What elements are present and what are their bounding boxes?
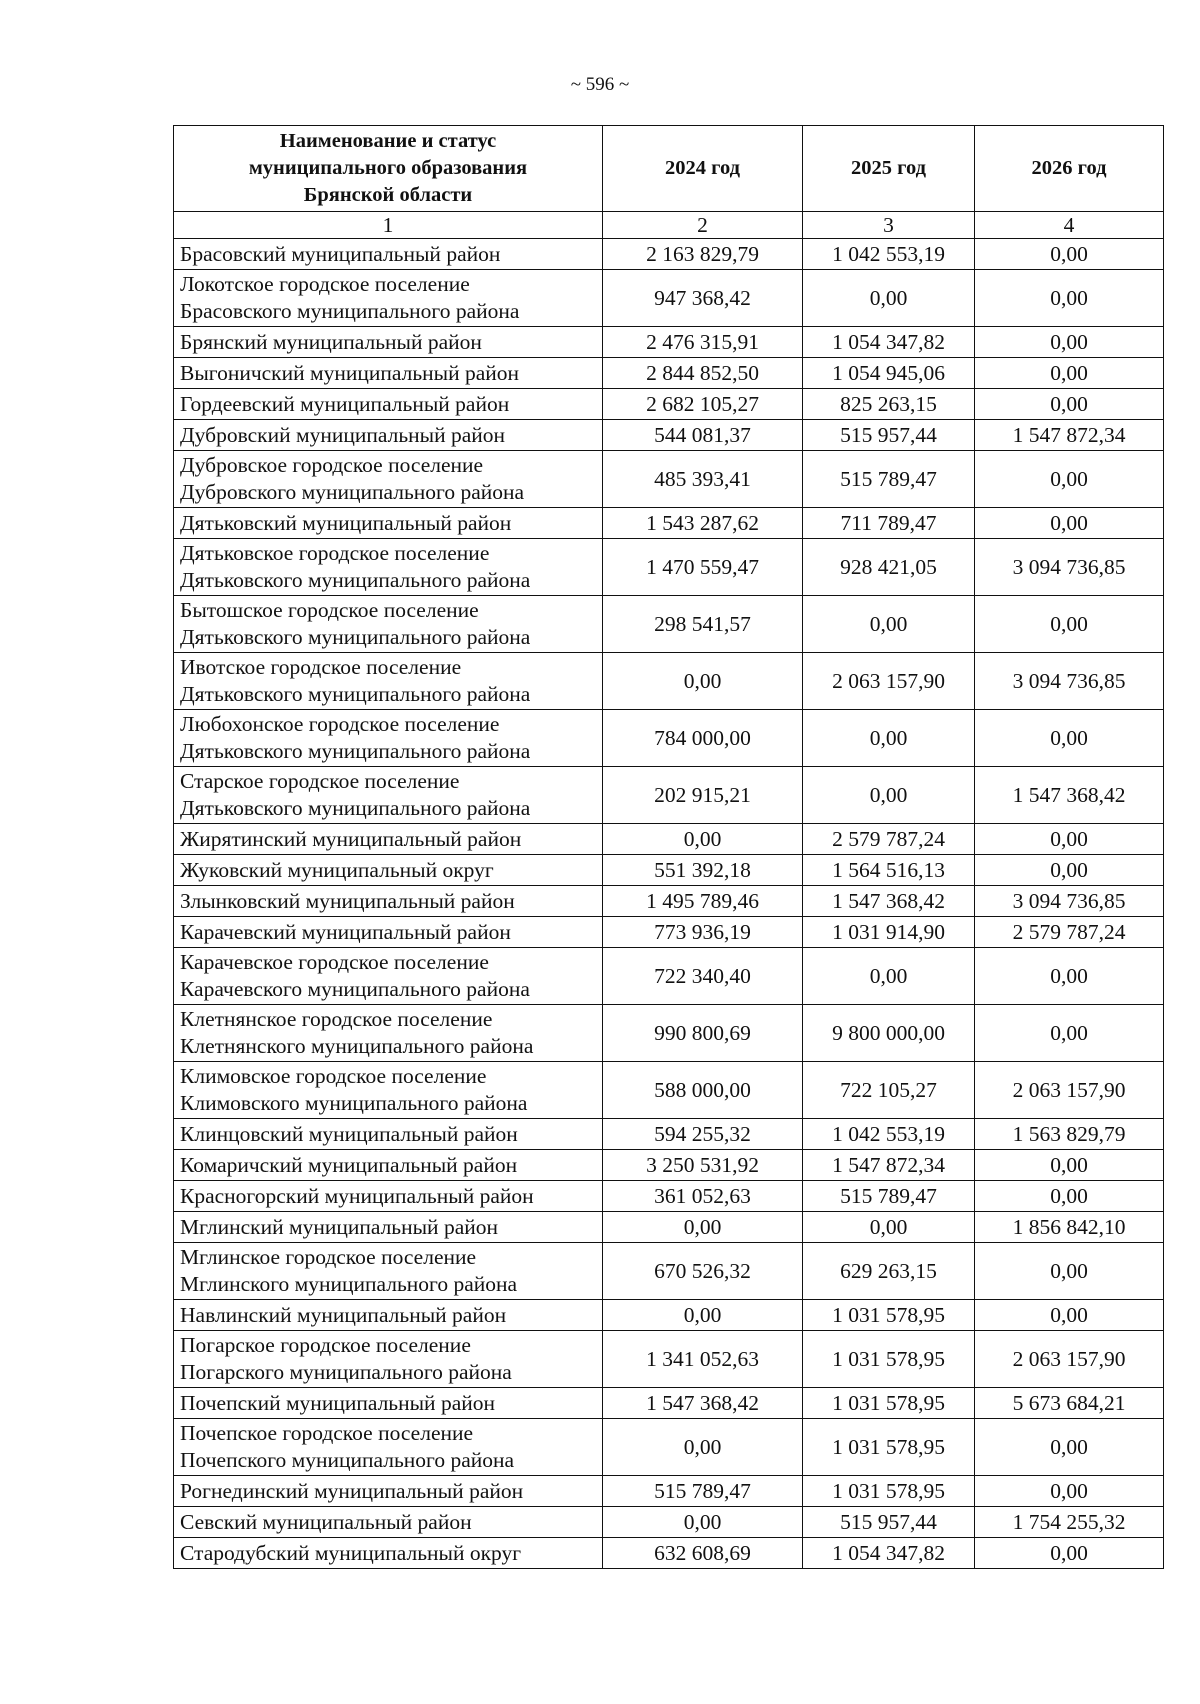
amount-2026: 1 563 829,79	[975, 1119, 1164, 1150]
amount-2025: 9 800 000,00	[803, 1005, 975, 1062]
table-row	[174, 1507, 1164, 1538]
amount-2025: 1 042 553,19	[803, 1119, 975, 1150]
municipality-name: Карачевский муниципальный район	[174, 917, 603, 948]
amount-2024: 594 255,32	[603, 1119, 803, 1150]
table-row	[174, 451, 1164, 508]
municipality-name: Погарское городское поселение Погарского муниципального района	[174, 1331, 603, 1388]
table-header-row	[174, 126, 1164, 212]
municipality-name: Жирятинский муниципальный район	[174, 824, 603, 855]
table-row	[174, 239, 1164, 270]
table-body	[174, 239, 1164, 1569]
column-number: 2	[603, 212, 803, 239]
amount-2025: 1 054 347,82	[803, 327, 975, 358]
amount-2026: 0,00	[975, 451, 1164, 508]
amount-2024: 0,00	[603, 653, 803, 710]
table-row	[174, 1331, 1164, 1388]
table-row	[174, 710, 1164, 767]
amount-2024: 990 800,69	[603, 1005, 803, 1062]
table-row	[174, 508, 1164, 539]
amount-2026: 0,00	[975, 1419, 1164, 1476]
amount-2025: 0,00	[803, 948, 975, 1005]
amount-2026: 0,00	[975, 1181, 1164, 1212]
amount-2025: 2 063 157,90	[803, 653, 975, 710]
amount-2024: 0,00	[603, 824, 803, 855]
amount-2025: 1 031 578,95	[803, 1300, 975, 1331]
municipality-name: Севский муниципальный район	[174, 1507, 603, 1538]
municipality-name: Дятьковский муниципальный район	[174, 508, 603, 539]
amount-2026: 0,00	[975, 508, 1164, 539]
amount-2024: 0,00	[603, 1419, 803, 1476]
municipality-name: Клетнянское городское поселение Клетнянского муниципального района	[174, 1005, 603, 1062]
municipality-name: Мглинский муниципальный район	[174, 1212, 603, 1243]
amount-2026: 0,00	[975, 1476, 1164, 1507]
amount-2024: 0,00	[603, 1300, 803, 1331]
amount-2024: 202 915,21	[603, 767, 803, 824]
amount-2025: 515 789,47	[803, 1181, 975, 1212]
table-row	[174, 886, 1164, 917]
table-row	[174, 1005, 1164, 1062]
table-row	[174, 389, 1164, 420]
table-row	[174, 1300, 1164, 1331]
amount-2025: 1 547 872,34	[803, 1150, 975, 1181]
municipality-name: Климовское городское поселение Климовского муниципального района	[174, 1062, 603, 1119]
municipality-name: Карачевское городское поселение Карачевского муниципального района	[174, 948, 603, 1005]
amount-2024: 1 470 559,47	[603, 539, 803, 596]
municipality-name: Почепское городское поселение Почепского муниципального района	[174, 1419, 603, 1476]
amount-2025: 1 547 368,42	[803, 886, 975, 917]
municipality-name: Дубровский муниципальный район	[174, 420, 603, 451]
table-row	[174, 539, 1164, 596]
amount-2025: 515 789,47	[803, 451, 975, 508]
column-number-row	[174, 212, 1164, 239]
column-number: 3	[803, 212, 975, 239]
table-row	[174, 1062, 1164, 1119]
amount-2025: 0,00	[803, 1212, 975, 1243]
amount-2024: 773 936,19	[603, 917, 803, 948]
amount-2024: 2 163 829,79	[603, 239, 803, 270]
amount-2026: 2 063 157,90	[975, 1331, 1164, 1388]
table-row	[174, 1388, 1164, 1419]
amount-2024: 1 495 789,46	[603, 886, 803, 917]
amount-2025: 0,00	[803, 270, 975, 327]
amount-2025: 1 054 945,06	[803, 358, 975, 389]
table-row	[174, 653, 1164, 710]
amount-2025: 825 263,15	[803, 389, 975, 420]
municipality-name: Рогнединский муниципальный район	[174, 1476, 603, 1507]
amount-2024: 515 789,47	[603, 1476, 803, 1507]
municipality-name: Любохонское городское поселение Дятьковского муниципального района	[174, 710, 603, 767]
table-row	[174, 270, 1164, 327]
municipality-name: Брянский муниципальный район	[174, 327, 603, 358]
amount-2026: 0,00	[975, 596, 1164, 653]
amount-2025: 722 105,27	[803, 1062, 975, 1119]
amount-2024: 361 052,63	[603, 1181, 803, 1212]
table-row	[174, 420, 1164, 451]
municipality-name: Стародубский муниципальный округ	[174, 1538, 603, 1569]
table-row	[174, 1181, 1164, 1212]
amount-2025: 711 789,47	[803, 508, 975, 539]
amount-2024: 2 476 315,91	[603, 327, 803, 358]
amount-2024: 588 000,00	[603, 1062, 803, 1119]
municipality-name: Бытошское городское поселение Дятьковского муниципального района	[174, 596, 603, 653]
amount-2025: 515 957,44	[803, 420, 975, 451]
municipality-name: Комаричский муниципальный район	[174, 1150, 603, 1181]
amount-2026: 1 754 255,32	[975, 1507, 1164, 1538]
amount-2025: 0,00	[803, 596, 975, 653]
amount-2024: 2 682 105,27	[603, 389, 803, 420]
amount-2026: 2 063 157,90	[975, 1062, 1164, 1119]
table-row	[174, 1119, 1164, 1150]
amount-2024: 947 368,42	[603, 270, 803, 327]
header-year-2026: 2026 год	[975, 126, 1164, 212]
municipality-name: Дятьковское городское поселение Дятьковского муниципального района	[174, 539, 603, 596]
table-row	[174, 327, 1164, 358]
amount-2024: 0,00	[603, 1507, 803, 1538]
table-row	[174, 948, 1164, 1005]
municipality-name: Клинцовский муниципальный район	[174, 1119, 603, 1150]
table-row	[174, 855, 1164, 886]
amount-2024: 722 340,40	[603, 948, 803, 1005]
amount-2025: 1 054 347,82	[803, 1538, 975, 1569]
amount-2026: 0,00	[975, 1243, 1164, 1300]
amount-2026: 0,00	[975, 710, 1164, 767]
table-row	[174, 1476, 1164, 1507]
amount-2026: 0,00	[975, 1150, 1164, 1181]
header-year-2024: 2024 год	[603, 126, 803, 212]
municipality-name: Навлинский муниципальный район	[174, 1300, 603, 1331]
amount-2025: 2 579 787,24	[803, 824, 975, 855]
municipality-name: Злынковский муниципальный район	[174, 886, 603, 917]
amount-2024: 632 608,69	[603, 1538, 803, 1569]
amount-2026: 0,00	[975, 855, 1164, 886]
amount-2024: 551 392,18	[603, 855, 803, 886]
amount-2026: 0,00	[975, 824, 1164, 855]
table-row	[174, 1243, 1164, 1300]
amount-2025: 1 031 578,95	[803, 1476, 975, 1507]
amount-2026: 0,00	[975, 239, 1164, 270]
amount-2025: 1 031 578,95	[803, 1331, 975, 1388]
municipality-name: Красногорский муниципальный район	[174, 1181, 603, 1212]
amount-2026: 5 673 684,21	[975, 1388, 1164, 1419]
amount-2024: 1 341 052,63	[603, 1331, 803, 1388]
table-row	[174, 596, 1164, 653]
amount-2025: 629 263,15	[803, 1243, 975, 1300]
amount-2026: 1 547 368,42	[975, 767, 1164, 824]
amount-2026: 3 094 736,85	[975, 653, 1164, 710]
amount-2025: 0,00	[803, 710, 975, 767]
municipality-name: Жуковский муниципальный округ	[174, 855, 603, 886]
amount-2026: 1 856 842,10	[975, 1212, 1164, 1243]
municipality-name: Гордеевский муниципальный район	[174, 389, 603, 420]
amount-2026: 0,00	[975, 389, 1164, 420]
page-number: ~ 596 ~	[570, 74, 630, 95]
amount-2026: 3 094 736,85	[975, 539, 1164, 596]
amount-2026: 0,00	[975, 358, 1164, 389]
municipality-name: Ивотское городское поселение Дятьковского муниципального района	[174, 653, 603, 710]
table-row	[174, 1150, 1164, 1181]
table-row	[174, 917, 1164, 948]
amount-2024: 0,00	[603, 1212, 803, 1243]
amount-2024: 298 541,57	[603, 596, 803, 653]
table-row	[174, 824, 1164, 855]
amount-2025: 0,00	[803, 767, 975, 824]
municipality-name: Старское городское поселение Дятьковского муниципального района	[174, 767, 603, 824]
municipality-name: Дубровское городское поселение Дубровского муниципального района	[174, 451, 603, 508]
amount-2024: 1 547 368,42	[603, 1388, 803, 1419]
budget-table	[173, 125, 1164, 1569]
amount-2025: 1 031 914,90	[803, 917, 975, 948]
amount-2024: 784 000,00	[603, 710, 803, 767]
amount-2024: 1 543 287,62	[603, 508, 803, 539]
amount-2026: 0,00	[975, 1538, 1164, 1569]
table-row	[174, 767, 1164, 824]
table-row	[174, 1212, 1164, 1243]
column-number: 1	[174, 212, 603, 239]
amount-2025: 1 042 553,19	[803, 239, 975, 270]
amount-2026: 3 094 736,85	[975, 886, 1164, 917]
amount-2024: 485 393,41	[603, 451, 803, 508]
amount-2024: 3 250 531,92	[603, 1150, 803, 1181]
amount-2025: 928 421,05	[803, 539, 975, 596]
amount-2025: 1 031 578,95	[803, 1419, 975, 1476]
amount-2024: 670 526,32	[603, 1243, 803, 1300]
amount-2026: 1 547 872,34	[975, 420, 1164, 451]
amount-2025: 515 957,44	[803, 1507, 975, 1538]
municipality-name: Выгоничский муниципальный район	[174, 358, 603, 389]
table-row	[174, 1538, 1164, 1569]
amount-2026: 2 579 787,24	[975, 917, 1164, 948]
amount-2026: 0,00	[975, 1005, 1164, 1062]
municipality-name: Мглинское городское поселение Мглинского муниципального района	[174, 1243, 603, 1300]
header-year-2025: 2025 год	[803, 126, 975, 212]
table-row	[174, 1419, 1164, 1476]
amount-2025: 1 564 516,13	[803, 855, 975, 886]
amount-2025: 1 031 578,95	[803, 1388, 975, 1419]
amount-2026: 0,00	[975, 948, 1164, 1005]
column-number: 4	[975, 212, 1164, 239]
amount-2026: 0,00	[975, 1300, 1164, 1331]
amount-2024: 2 844 852,50	[603, 358, 803, 389]
amount-2024: 544 081,37	[603, 420, 803, 451]
municipality-name: Локотское городское поселение Брасовского муниципального района	[174, 270, 603, 327]
municipality-name: Почепский муниципальный район	[174, 1388, 603, 1419]
table-row	[174, 358, 1164, 389]
amount-2026: 0,00	[975, 327, 1164, 358]
header-municipality: Наименование и статус муниципального образования Брянской области	[174, 126, 603, 212]
municipality-name: Брасовский муниципальный район	[174, 239, 603, 270]
amount-2026: 0,00	[975, 270, 1164, 327]
